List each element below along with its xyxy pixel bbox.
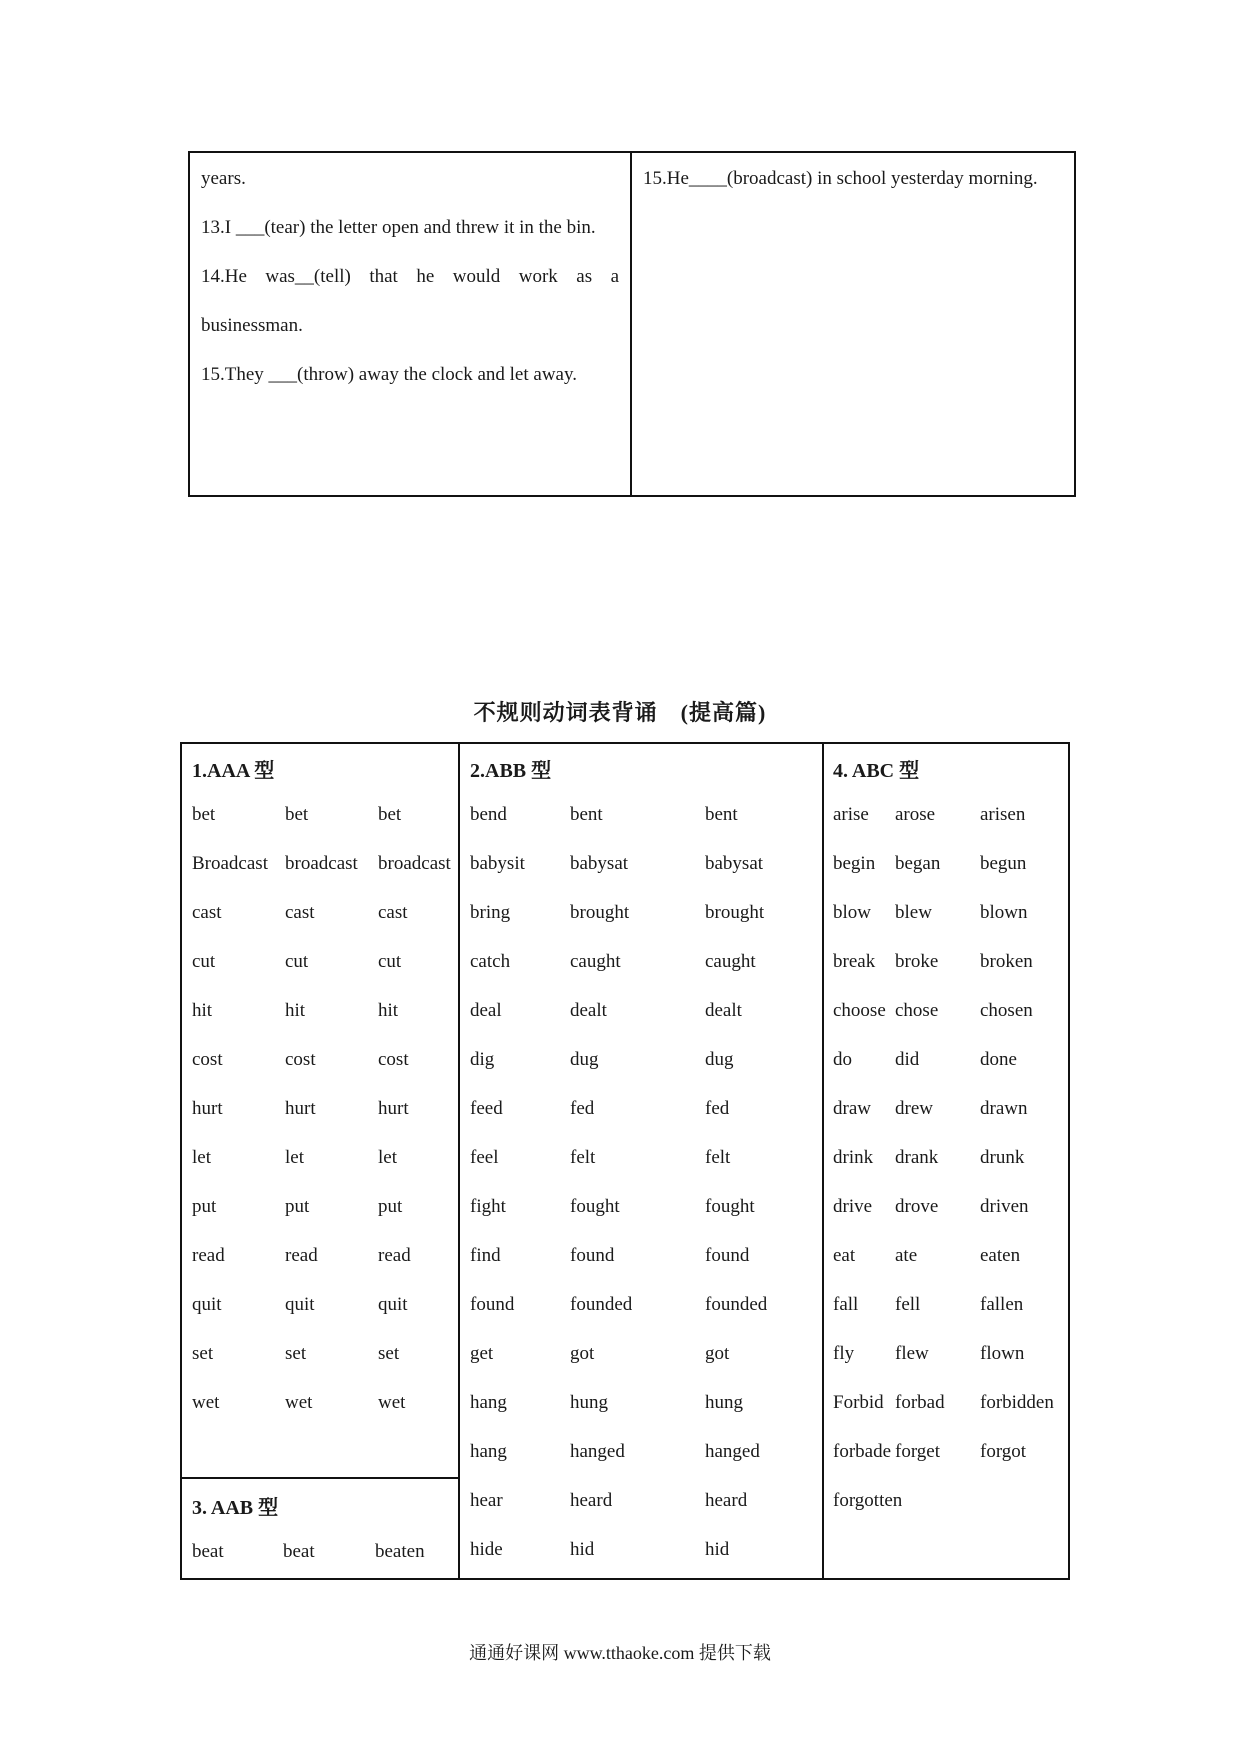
verb-form: brought xyxy=(570,902,630,923)
verb-form: brought xyxy=(705,902,765,923)
verb-form: bent xyxy=(570,804,603,825)
verb-form: cast xyxy=(378,902,408,923)
abb-heading: 2.ABB 型 xyxy=(470,760,552,782)
verb-form: hid xyxy=(570,1539,595,1560)
verb-form: felt xyxy=(570,1147,596,1168)
verb-form: broke xyxy=(895,951,939,972)
verb-form: do xyxy=(833,1049,852,1070)
verb-form: hang xyxy=(470,1441,507,1462)
verb-form: hit xyxy=(192,1000,213,1021)
verb-form: forget xyxy=(895,1441,941,1462)
verb-form: hung xyxy=(705,1392,743,1413)
verb-form: heard xyxy=(705,1490,748,1511)
verb-form: drew xyxy=(895,1098,933,1119)
verb-form: put xyxy=(192,1196,217,1217)
verb-form: hurt xyxy=(285,1098,316,1119)
verb-form: hung xyxy=(570,1392,608,1413)
verb-form: get xyxy=(470,1343,494,1364)
exercise-line: 15.He____(broadcast) in school yesterday morning. xyxy=(643,168,1038,189)
verb-form: set xyxy=(285,1343,307,1364)
exercise-right-cell xyxy=(643,154,1064,203)
verb-form: hurt xyxy=(192,1098,223,1119)
verb-form: hit xyxy=(285,1000,306,1021)
verb-form: cast xyxy=(285,902,315,923)
verb-form: cut xyxy=(378,951,402,972)
verb-table-title: 不规则动词表背诵 (提高篇) xyxy=(473,700,767,725)
verb-form: dig xyxy=(470,1049,495,1070)
verb-form: begin xyxy=(833,853,876,874)
verb-form: break xyxy=(833,951,876,972)
exercise-left-cell xyxy=(201,154,619,399)
verb-form: feed xyxy=(470,1098,503,1119)
verb-form: fell xyxy=(895,1294,921,1315)
exercise-line: 15.They ___(throw) away the clock and let away. xyxy=(201,364,577,385)
verb-form: fed xyxy=(705,1098,730,1119)
verb-form: fallen xyxy=(980,1294,1024,1315)
verb-form: drink xyxy=(833,1147,874,1168)
exercise-line: 13.I ___(tear) the letter open and threw it in the bin. xyxy=(201,217,596,238)
verb-form: put xyxy=(285,1196,310,1217)
verb-form: bend xyxy=(470,804,507,825)
verb-form: bet xyxy=(378,804,402,825)
verb-form: draw xyxy=(833,1098,871,1119)
verb-form: fight xyxy=(470,1196,506,1217)
verb-form: cut xyxy=(192,951,216,972)
verb-form: hit xyxy=(378,1000,399,1021)
aab-heading: 3. AAB 型 xyxy=(192,1497,279,1519)
verb-form: bet xyxy=(285,804,309,825)
verb-form: hanged xyxy=(705,1441,760,1462)
verb-form: dealt xyxy=(705,1000,742,1021)
verb-form: wet xyxy=(285,1392,313,1413)
verb-form: read xyxy=(192,1245,225,1266)
verb-form: found xyxy=(470,1294,515,1315)
verb-form: set xyxy=(378,1343,400,1364)
verb-form: felt xyxy=(705,1147,731,1168)
verb-form: arisen xyxy=(980,804,1026,825)
verb-form: hurt xyxy=(378,1098,409,1119)
verb-form: drive xyxy=(833,1196,873,1217)
verb-form: blew xyxy=(895,902,932,923)
verb-form: drunk xyxy=(980,1147,1025,1168)
verb-form: forbidden xyxy=(980,1392,1054,1413)
verb-form: flown xyxy=(980,1343,1025,1364)
verb-form: arise xyxy=(833,804,869,825)
verb-form: fall xyxy=(833,1294,859,1315)
verb-form: quit xyxy=(285,1294,315,1315)
verb-form: forgot xyxy=(980,1441,1027,1462)
verb-form: beat xyxy=(283,1541,315,1562)
verb-form: chosen xyxy=(980,1000,1033,1021)
verb-form: broadcast xyxy=(285,853,358,874)
aaa-heading: 1.AAA 型 xyxy=(192,760,275,782)
verb-form: fly xyxy=(833,1343,855,1364)
verb-form: dug xyxy=(570,1049,599,1070)
verb-form: read xyxy=(285,1245,318,1266)
verb-form: begun xyxy=(980,853,1027,874)
verb-form: got xyxy=(705,1343,730,1364)
verb-form: forgotten xyxy=(833,1490,903,1511)
verb-form: read xyxy=(378,1245,411,1266)
verb-form: catch xyxy=(470,951,511,972)
verb-form: found xyxy=(705,1245,750,1266)
verb-form: founded xyxy=(570,1294,633,1315)
verb-form: drove xyxy=(895,1196,939,1217)
verb-form: choose xyxy=(833,1000,886,1021)
verb-form: flew xyxy=(895,1343,929,1364)
verb-form: caught xyxy=(705,951,756,972)
abc-heading: 4. ABC 型 xyxy=(833,760,920,782)
verb-form: feel xyxy=(470,1147,499,1168)
verb-form: founded xyxy=(705,1294,768,1315)
verb-form: babysit xyxy=(470,853,525,874)
verb-form: did xyxy=(895,1049,920,1070)
verb-form: bring xyxy=(470,902,511,923)
verb-form: wet xyxy=(192,1392,220,1413)
verb-form: ate xyxy=(895,1245,918,1266)
verb-form: let xyxy=(378,1147,397,1168)
verb-form: set xyxy=(192,1343,214,1364)
verb-form: beat xyxy=(192,1541,224,1562)
verb-form: hang xyxy=(470,1392,507,1413)
verb-form: caught xyxy=(570,951,621,972)
verb-form: deal xyxy=(470,1000,502,1021)
verb-form: cost xyxy=(285,1049,316,1070)
verb-form: Forbid xyxy=(833,1392,884,1413)
verb-form: cast xyxy=(192,902,222,923)
verb-form: eaten xyxy=(980,1245,1021,1266)
verb-form: forbade xyxy=(833,1441,892,1462)
verb-form: got xyxy=(570,1343,595,1364)
verb-form: cost xyxy=(192,1049,223,1070)
verb-form: find xyxy=(470,1245,501,1266)
verb-form: fought xyxy=(570,1196,620,1217)
verb-form: drawn xyxy=(980,1098,1028,1119)
verb-form: let xyxy=(285,1147,304,1168)
verb-form: eat xyxy=(833,1245,856,1266)
verb-form: driven xyxy=(980,1196,1029,1217)
verb-form: cut xyxy=(285,951,309,972)
exercise-table-divider xyxy=(630,151,632,497)
verb-form: beaten xyxy=(375,1541,425,1562)
verb-form: chose xyxy=(895,1000,939,1021)
verb-form: broadcast xyxy=(378,853,451,874)
verb-form: Broadcast xyxy=(192,853,268,874)
verb-form: babysat xyxy=(570,853,629,874)
verb-form: forbad xyxy=(895,1392,945,1413)
verb-form: hid xyxy=(705,1539,730,1560)
verb-form: wet xyxy=(378,1392,406,1413)
aaa-aab-divider xyxy=(180,1477,459,1479)
verb-form: dug xyxy=(705,1049,734,1070)
verb-form: began xyxy=(895,853,941,874)
verb-form: blown xyxy=(980,902,1028,923)
verb-form: babysat xyxy=(705,853,764,874)
exercise-line: years. xyxy=(201,168,246,189)
verb-form: hanged xyxy=(570,1441,625,1462)
verb-table-divider-2 xyxy=(822,742,824,1580)
footer-credit: 通通好课网 www.tthaoke.com 提供下载 xyxy=(469,1643,771,1663)
verb-form: heard xyxy=(570,1490,613,1511)
verb-form: quit xyxy=(192,1294,222,1315)
verb-form: arose xyxy=(895,804,936,825)
verb-form: bent xyxy=(705,804,738,825)
verb-form: blow xyxy=(833,902,871,923)
verb-form: broken xyxy=(980,951,1033,972)
verb-form: dealt xyxy=(570,1000,607,1021)
verb-form: let xyxy=(192,1147,211,1168)
verb-form: found xyxy=(570,1245,615,1266)
verb-form: cost xyxy=(378,1049,409,1070)
verb-form: hear xyxy=(470,1490,503,1511)
exercise-line: 14.He was__(tell) that he would work as a businessman. xyxy=(201,266,619,336)
verb-form: bet xyxy=(192,804,216,825)
verb-form: put xyxy=(378,1196,403,1217)
verb-table-divider-1 xyxy=(458,742,460,1580)
verb-form: hide xyxy=(470,1539,503,1560)
verb-form: quit xyxy=(378,1294,408,1315)
verb-form: fought xyxy=(705,1196,755,1217)
verb-form: drank xyxy=(895,1147,939,1168)
verb-form: done xyxy=(980,1049,1017,1070)
verb-form: fed xyxy=(570,1098,595,1119)
